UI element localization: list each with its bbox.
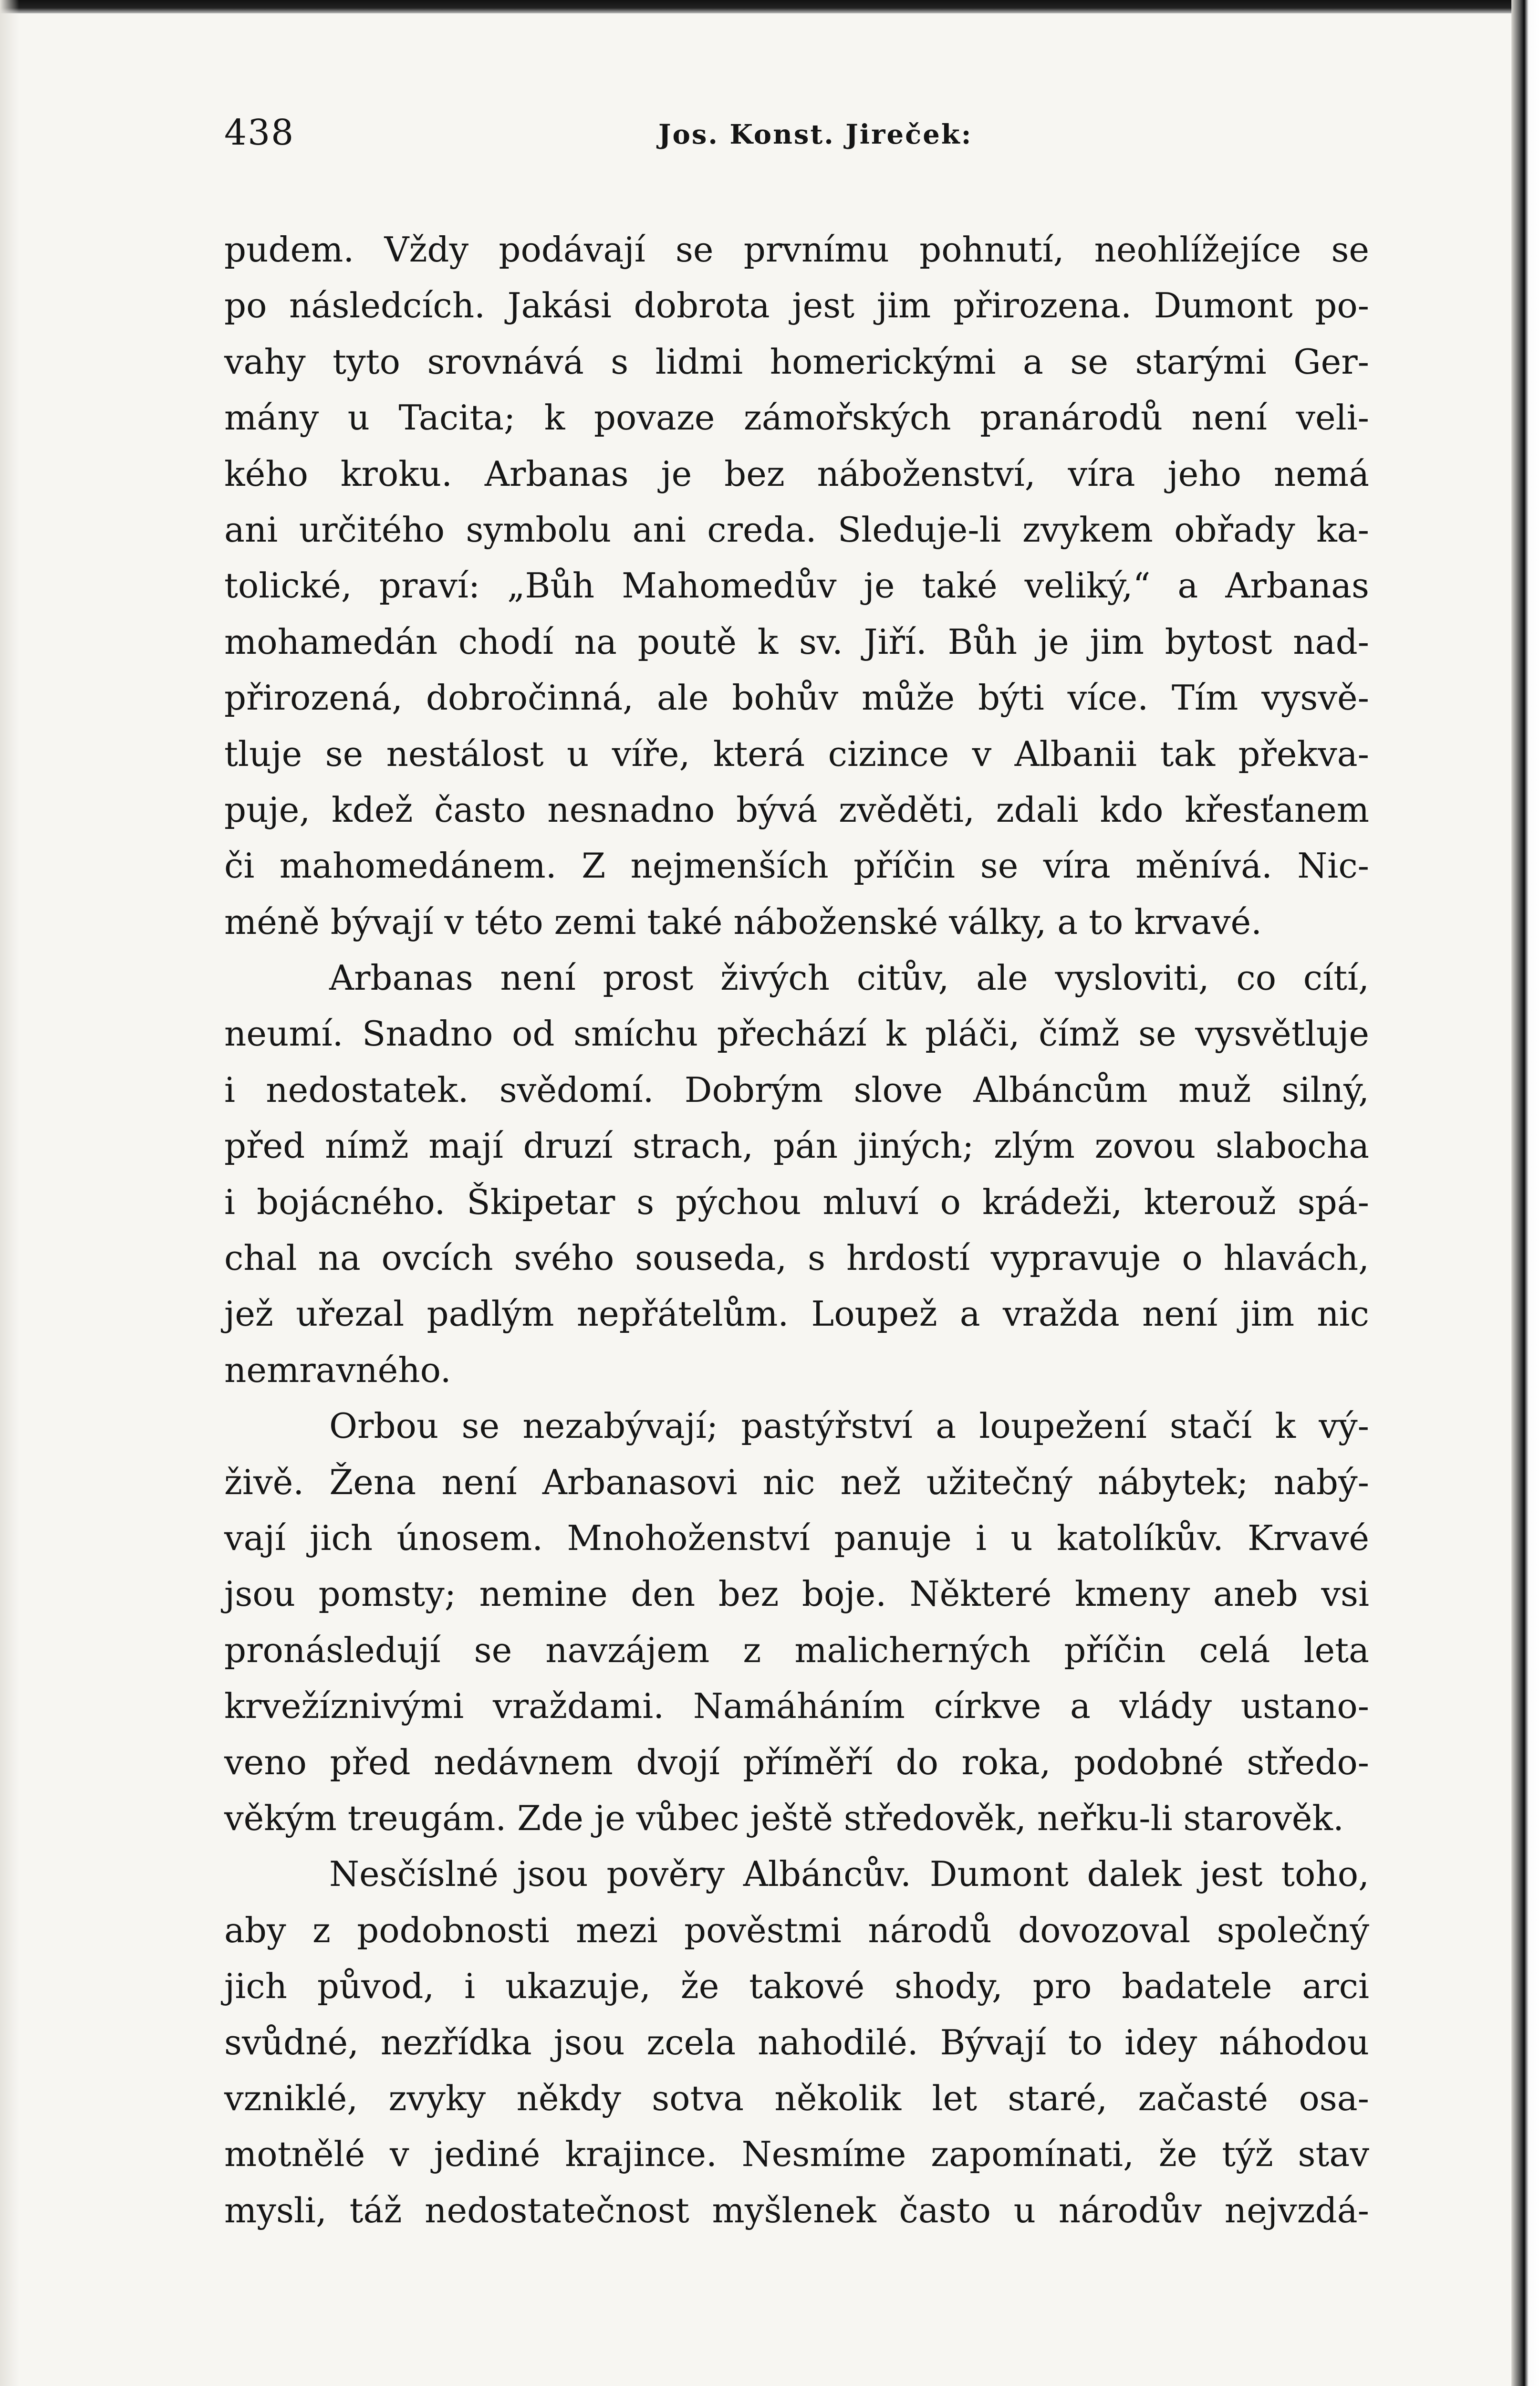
text-line: tluje se nestálost u víře, která cizince v Albanii tak překva- xyxy=(224,733,1369,774)
scan-left-shadow xyxy=(0,0,19,2386)
text-line: chal na ovcích svého souseda, s hrdostí vypravuje o hlavách, xyxy=(224,1238,1369,1278)
text-line: svůdné, nezřídka jsou zcela nahodilé. Bývají to idey náhodou xyxy=(224,2022,1369,2062)
paragraph-end-line: věkým treugám. Zde je vůbec ještě středověk, neřku-li starověk. xyxy=(224,1798,1344,1838)
text-line: puje, kdež často nesnadno bývá zvěděti, zdali kdo křesťanem xyxy=(224,789,1369,830)
text-line: neumí. Snadno od smíchu přechází k pláči, čímž se vysvětluje xyxy=(224,1014,1369,1054)
paragraph-start-line: Arbanas není prost živých citův, ale vysloviti, co cítí, xyxy=(329,958,1369,998)
text-line: ani určitého symbolu ani creda. Sleduje-li zvykem obřady ka- xyxy=(224,509,1369,550)
text-line: mány u Tacita; k povaze zámořských pranárodů není veli- xyxy=(224,398,1369,438)
text-line: přirozená, dobročinná, ale bohův může býti více. Tím vysvě- xyxy=(224,678,1369,718)
text-line: veno před nedávnem dvojí příměří do roka, podobné středo- xyxy=(224,1742,1369,1782)
text-line: po následcích. Jakási dobrota jest jim přirozena. Dumont po- xyxy=(224,285,1369,326)
scan-top-border xyxy=(0,0,1540,13)
text-line: vzniklé, zvyky někdy sotva několik let staré, začasté osa- xyxy=(224,2078,1369,2118)
text-line: před nímž mají druzí strach, pán jiných; zlým zovou slabocha xyxy=(224,1126,1369,1166)
text-line: motnělé v jediné krajince. Nesmíme zapomínati, že týž stav xyxy=(224,2134,1369,2175)
text-line: vahy tyto srovnává s lidmi homerickými a se starými Ger- xyxy=(224,341,1369,382)
paragraph-end-line: méně bývají v této zemi také náboženské války, a to krvavé. xyxy=(224,901,1262,942)
text-line: mohamedán chodí na poutě k sv. Jiří. Bůh je jim bytost nad- xyxy=(224,621,1369,662)
text-line: pudem. Vždy podávají se prvnímu pohnutí, neohlížejíce se xyxy=(224,230,1369,270)
paragraph-start-line: Orbou se nezabývají; pastýřství a loupežení stačí k vý- xyxy=(329,1406,1369,1446)
text-line: jich původ, i ukazuje, že takové shody, pro badatele arci xyxy=(224,1966,1369,2007)
scan-right-edge xyxy=(1511,0,1540,2386)
text-line: aby z podobnosti mezi pověstmi národů dovozoval společný xyxy=(224,1910,1369,1950)
text-line: či mahomedánem. Z nejmenších příčin se víra měnívá. Nic- xyxy=(224,846,1369,886)
paragraph-start-line: Nesčíslné jsou pověry Albáncův. Dumont dalek jest toho, xyxy=(329,1854,1369,1894)
text-line: vají jich únosem. Mnohoženství panuje i u katolíkův. Krvavé xyxy=(224,1517,1369,1558)
body-text xyxy=(224,222,1369,2239)
text-line: živě. Žena není Arbanasovi nic než užitečný nábytek; nabý- xyxy=(224,1462,1369,1502)
text-line: mysli, táž nedostatečnost myšlenek často u národův nejvzdá- xyxy=(224,2190,1369,2230)
text-line: tolické, praví: „Bůh Mahomedův je také veliký,“ a Arbanas xyxy=(224,565,1369,606)
text-line: pronásledují se navzájem z malicherných příčin celá leta xyxy=(224,1630,1369,1670)
text-line: i nedostatek. svědomí. Dobrým slove Albáncům muž silný, xyxy=(224,1069,1369,1110)
page-number: 438 xyxy=(224,112,295,153)
running-head: Jos. Konst. Jireček: xyxy=(658,119,973,150)
text-line: jsou pomsty; nemine den bez boje. Některé kmeny aneb vsi xyxy=(224,1574,1369,1614)
page-header xyxy=(224,112,1369,165)
paragraph-end-line: nemravného. xyxy=(224,1350,451,1390)
text-line: krvežíznivými vraždami. Namáháním církve a vlády ustano- xyxy=(224,1686,1369,1727)
text-line: jež uřezal padlým nepřátelům. Loupež a vražda není jim nic xyxy=(224,1294,1369,1334)
text-line: kého kroku. Arbanas je bez náboženství, víra jeho nemá xyxy=(224,453,1369,494)
text-line: i bojácného. Škipetar s pýchou mluví o krádeži, kterouž spá- xyxy=(224,1182,1369,1222)
